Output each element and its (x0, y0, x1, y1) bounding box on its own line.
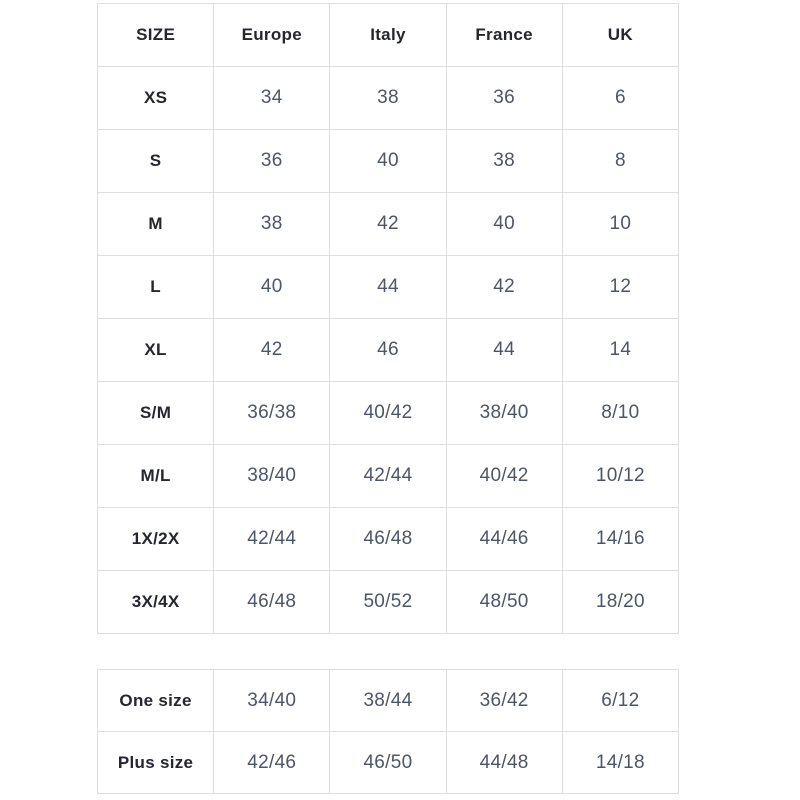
italy-value: 38/44 (330, 670, 446, 732)
table-row (98, 130, 679, 193)
table-row (98, 193, 679, 256)
size-label: XL (98, 319, 214, 382)
column-header-france: France (446, 4, 562, 67)
table-row (98, 67, 679, 130)
size-label: S/M (98, 382, 214, 445)
france-value: 42 (446, 256, 562, 319)
uk-value: 14 (562, 319, 678, 382)
europe-value: 40 (214, 256, 330, 319)
uk-value: 10 (562, 193, 678, 256)
france-value: 38/40 (446, 382, 562, 445)
uk-value: 14/18 (562, 732, 678, 794)
table-row (98, 445, 679, 508)
uk-value: 18/20 (562, 571, 678, 634)
table-row (98, 670, 679, 732)
italy-value: 40 (330, 130, 446, 193)
europe-value: 34/40 (214, 670, 330, 732)
france-value: 38 (446, 130, 562, 193)
table-row (98, 256, 679, 319)
header-row (98, 4, 679, 67)
france-value: 36 (446, 67, 562, 130)
italy-value: 46/50 (330, 732, 446, 794)
size-conversion-table (97, 3, 679, 634)
table-row (98, 571, 679, 634)
italy-value: 44 (330, 256, 446, 319)
column-header-size: SIZE (98, 4, 214, 67)
size-label: M/L (98, 445, 214, 508)
uk-value: 10/12 (562, 445, 678, 508)
special-sizes-table (97, 669, 679, 794)
france-value: 44/48 (446, 732, 562, 794)
size-guide-tables (97, 3, 679, 794)
italy-value: 38 (330, 67, 446, 130)
europe-value: 36/38 (214, 382, 330, 445)
size-label: S (98, 130, 214, 193)
size-label: One size (98, 670, 214, 732)
table-row (98, 508, 679, 571)
france-value: 36/42 (446, 670, 562, 732)
uk-value: 6/12 (562, 670, 678, 732)
uk-value: 14/16 (562, 508, 678, 571)
size-label: 3X/4X (98, 571, 214, 634)
italy-value: 42 (330, 193, 446, 256)
column-header-europe: Europe (214, 4, 330, 67)
europe-value: 34 (214, 67, 330, 130)
uk-value: 12 (562, 256, 678, 319)
italy-value: 46 (330, 319, 446, 382)
europe-value: 42 (214, 319, 330, 382)
uk-value: 6 (562, 67, 678, 130)
europe-value: 46/48 (214, 571, 330, 634)
europe-value: 38/40 (214, 445, 330, 508)
size-label: Plus size (98, 732, 214, 794)
france-value: 40 (446, 193, 562, 256)
table-row (98, 732, 679, 794)
table-gap (97, 634, 679, 669)
size-label: M (98, 193, 214, 256)
column-header-italy: Italy (330, 4, 446, 67)
europe-value: 36 (214, 130, 330, 193)
france-value: 44/46 (446, 508, 562, 571)
column-header-uk: UK (562, 4, 678, 67)
table-row (98, 319, 679, 382)
size-label: 1X/2X (98, 508, 214, 571)
italy-value: 42/44 (330, 445, 446, 508)
italy-value: 50/52 (330, 571, 446, 634)
europe-value: 42/46 (214, 732, 330, 794)
uk-value: 8/10 (562, 382, 678, 445)
size-label: XS (98, 67, 214, 130)
europe-value: 38 (214, 193, 330, 256)
italy-value: 46/48 (330, 508, 446, 571)
table-row (98, 382, 679, 445)
italy-value: 40/42 (330, 382, 446, 445)
france-value: 44 (446, 319, 562, 382)
france-value: 40/42 (446, 445, 562, 508)
uk-value: 8 (562, 130, 678, 193)
europe-value: 42/44 (214, 508, 330, 571)
size-label: L (98, 256, 214, 319)
france-value: 48/50 (446, 571, 562, 634)
